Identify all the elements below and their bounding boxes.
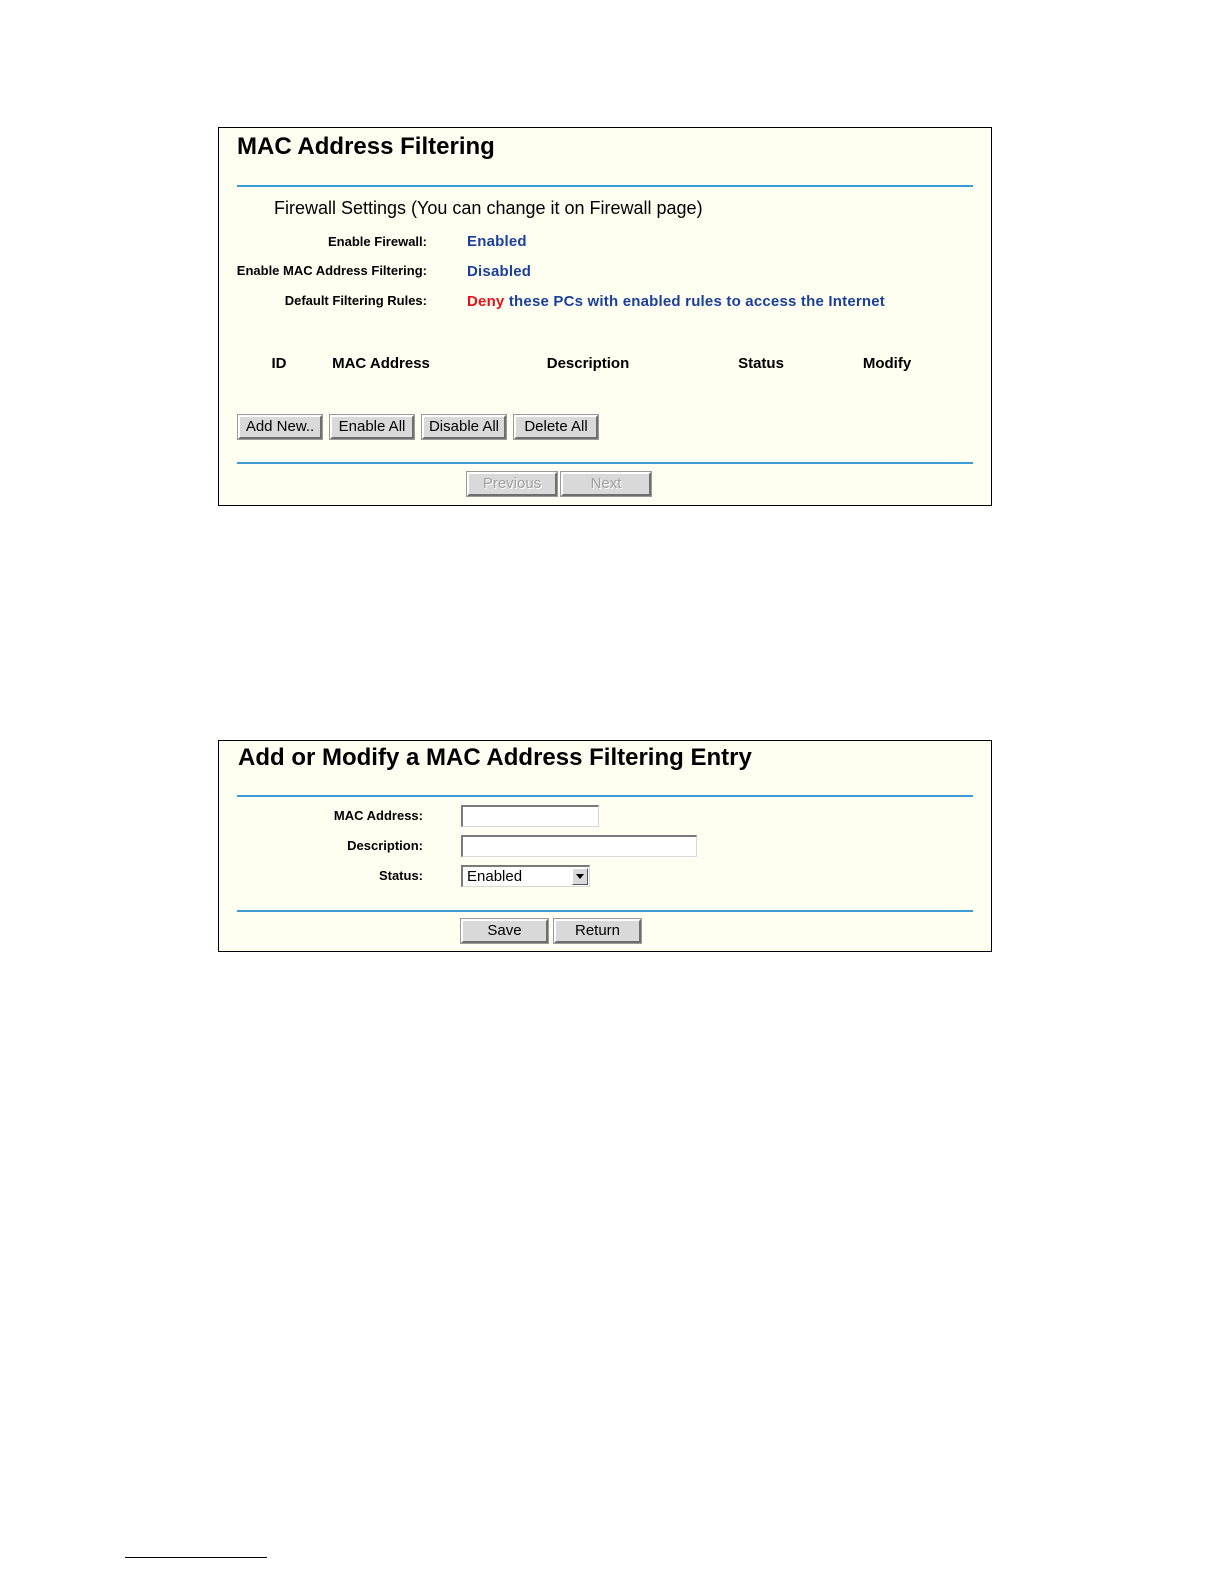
deny-keyword: Deny: [467, 293, 505, 310]
mac-filtering-panel: [218, 127, 992, 506]
enable-mac-filtering-value: Disabled: [467, 263, 532, 280]
enable-mac-filtering-label: Enable MAC Address Filtering:: [236, 263, 427, 278]
default-filtering-rules-value: [467, 293, 885, 310]
description-input[interactable]: [461, 835, 697, 857]
previous-button[interactable]: Previous: [467, 472, 557, 496]
column-header-mac-address: MAC Address: [332, 355, 430, 372]
column-header-description: Description: [546, 355, 630, 372]
footer-divider: [237, 462, 973, 464]
add-modify-entry-panel: [218, 740, 992, 952]
column-header-modify: Modify: [862, 355, 912, 372]
mac-address-label: MAC Address:: [333, 808, 423, 823]
delete-all-button[interactable]: Delete All: [514, 415, 598, 439]
save-button[interactable]: Save: [461, 919, 548, 943]
entry-title-divider: [237, 795, 973, 797]
return-button[interactable]: Return: [554, 919, 641, 943]
rule-description: these PCs with enabled rules to access the Internet: [504, 293, 885, 310]
footnote-divider: [125, 1557, 267, 1558]
entry-panel-title: Add or Modify a MAC Address Filtering Entry: [238, 744, 752, 771]
status-select-value: Enabled: [467, 868, 523, 885]
title-divider: [237, 185, 973, 187]
mac-address-input[interactable]: [461, 805, 599, 827]
column-header-id: ID: [271, 355, 287, 372]
column-header-status: Status: [738, 355, 784, 372]
enable-firewall-label: Enable Firewall:: [328, 234, 427, 249]
default-filtering-rules-label: Default Filtering Rules:: [284, 293, 427, 308]
entry-footer-divider: [237, 910, 973, 912]
next-button[interactable]: Next: [561, 472, 651, 496]
firewall-settings-heading: Firewall Settings (You can change it on Firewall page): [274, 198, 703, 218]
page-title: MAC Address Filtering: [237, 133, 495, 160]
enable-all-button[interactable]: Enable All: [330, 415, 414, 439]
description-label: Description:: [347, 838, 423, 853]
enable-firewall-value: Enabled: [467, 233, 527, 250]
add-new-button[interactable]: Add New..: [238, 415, 322, 439]
disable-all-button[interactable]: Disable All: [422, 415, 506, 439]
chevron-down-icon[interactable]: [572, 868, 588, 885]
status-select[interactable]: [461, 865, 590, 887]
status-label: Status:: [378, 868, 423, 883]
